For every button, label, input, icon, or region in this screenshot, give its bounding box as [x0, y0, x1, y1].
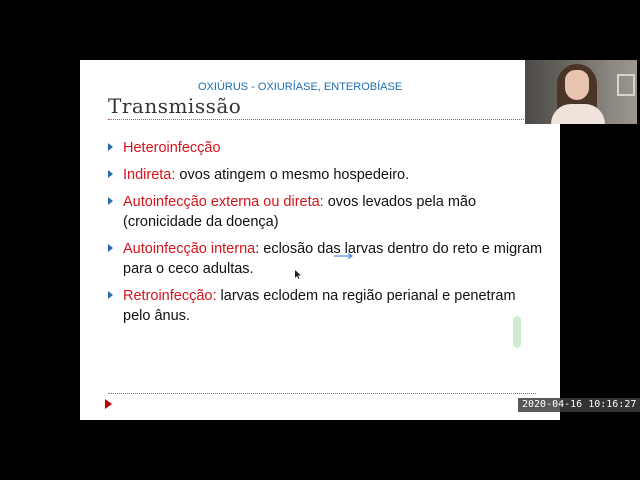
- presenter-body: [551, 104, 605, 124]
- bullet-highlight: Autoinfecção externa ou direta:: [123, 194, 324, 210]
- recording-timestamp: 2020-04-16 10:16:27: [518, 398, 640, 412]
- bullet-item: [106, 165, 546, 185]
- bullet-highlight: Autoinfecção interna: [123, 241, 256, 257]
- bullet-item: [106, 239, 546, 279]
- bullet-item: [106, 138, 546, 158]
- presenter-face: [565, 70, 589, 100]
- footer-divider: [108, 393, 536, 394]
- slide-subtitle: OXIÚRUS - OXIURÍASE, ENTEROBÍASE: [198, 81, 403, 93]
- title-divider: [108, 119, 536, 120]
- bullet-item: [106, 286, 546, 326]
- wall-frame: [617, 74, 635, 96]
- bullet-text: ovos levados pela mão (cronicidade da doença): [123, 194, 477, 230]
- slide-corner-arrow-icon: [105, 399, 112, 409]
- right-arrow-icon: [334, 253, 354, 259]
- bullet-text: : eclosão das larvas dentro do reto e migram para o ceco adultas.: [123, 241, 543, 277]
- bullet-arrow-icon: [108, 143, 113, 151]
- bullet-arrow-icon: [108, 244, 113, 252]
- bullet-arrow-icon: [108, 197, 113, 205]
- webcam-thumbnail: [525, 60, 637, 124]
- bullet-text: larvas eclodem na região perianal e penetram pelo ânus.: [123, 288, 516, 324]
- highlighter-mark: [513, 316, 521, 348]
- bullet-list: [106, 138, 546, 333]
- bullet-arrow-icon: [108, 291, 113, 299]
- bullet-arrow-icon: [108, 170, 113, 178]
- bullet-text: ovos atingem o mesmo hospedeiro.: [175, 167, 410, 183]
- bullet-item: [106, 192, 546, 232]
- mouse-cursor-icon: [295, 270, 301, 279]
- bullet-highlight: Retroinfecção:: [123, 288, 217, 304]
- bullet-highlight: Heteroinfecção: [123, 140, 221, 156]
- presentation-slide: [80, 60, 560, 420]
- slide-title: Transmissão: [108, 94, 242, 118]
- bullet-highlight: Indireta:: [123, 167, 176, 183]
